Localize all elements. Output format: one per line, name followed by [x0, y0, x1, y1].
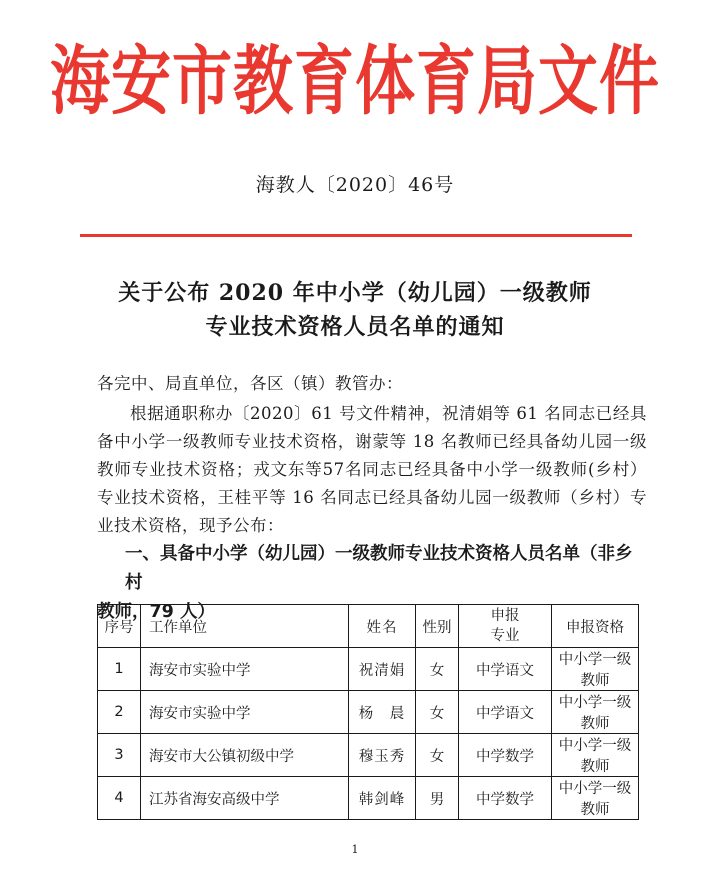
- cell-unit: 海安市实验中学: [141, 691, 349, 734]
- cell-name: 穆玉秀: [349, 734, 416, 777]
- header-unit: 工作单位: [141, 605, 349, 648]
- table-row: [98, 734, 639, 777]
- notice-paragraph: [97, 400, 647, 540]
- header-name: 姓名: [349, 605, 416, 648]
- cell-unit: 海安市大公镇初级中学: [141, 734, 349, 777]
- table-row: [98, 777, 639, 820]
- header-major: [459, 605, 552, 648]
- header-no: 序号: [98, 605, 141, 648]
- header-major-line2: 专业: [490, 628, 520, 644]
- salutation: 各完中、局直单位，各区（镇）教管办：: [97, 374, 403, 393]
- table-row: [98, 691, 639, 734]
- cell-major: 中学语文: [459, 691, 552, 734]
- cell-qualification: 中小学一级教师: [552, 648, 639, 691]
- cell-qualification: 中小学一级教师: [552, 777, 639, 820]
- cell-no: 2: [98, 691, 141, 734]
- cell-major: 中学数学: [459, 734, 552, 777]
- red-divider-line: [80, 234, 632, 237]
- page-number: 1: [351, 843, 359, 856]
- cell-sex: 男: [416, 777, 459, 820]
- table-header-row: [98, 605, 639, 648]
- cell-unit: 海安市实验中学: [141, 648, 349, 691]
- cell-qualification: 中小学一级教师: [552, 691, 639, 734]
- header-major-line1: 申报: [490, 608, 520, 624]
- cell-name: 祝清娟: [349, 648, 416, 691]
- notice-title-line2: 专业技术资格人员名单的通知: [205, 314, 505, 340]
- cell-no: 4: [98, 777, 141, 820]
- notice-paragraph-text: 根据通职称办〔2020〕61 号文件精神，祝清娟等 61 名同志已经具备中小学一级教师专业技术资格，谢蒙等 18 名教师已经具备幼儿园一级教师专业技术资格；戎文东等57名同志已经具备中小学一级教师(乡村）专业技术资格，王桂平等 16 名同志已经具备幼儿园一级教师（乡村）专业技术资格，现予公布：: [97, 404, 647, 535]
- roster-table: [97, 604, 639, 820]
- agency-masthead: 海安市教育体育局文件: [50, 38, 660, 126]
- cell-name: 韩剑峰: [349, 777, 416, 820]
- cell-unit: 江苏省海安高级中学: [141, 777, 349, 820]
- cell-sex: 女: [416, 648, 459, 691]
- header-qualification: 申报资格: [552, 605, 639, 648]
- notice-title-line1: 关于公布 2020 年中小学（幼儿园）一级教师: [118, 280, 592, 306]
- cell-no: 1: [98, 648, 141, 691]
- table-row: [98, 648, 639, 691]
- cell-qualification: 中小学一级教师: [552, 734, 639, 777]
- cell-name: 杨 晨: [349, 691, 416, 734]
- cell-major: 中学语文: [459, 648, 552, 691]
- document-number: 海教人〔2020〕46号: [255, 174, 455, 196]
- section-heading-line1: 一、具备中小学（幼儿园）一级教师专业技术资格人员名单（非乡村: [125, 544, 633, 593]
- section-heading-line2: 教师，79 人）: [97, 602, 215, 622]
- cell-sex: 女: [416, 734, 459, 777]
- cell-sex: 女: [416, 691, 459, 734]
- header-sex: 性别: [416, 605, 459, 648]
- cell-major: 中学数学: [459, 777, 552, 820]
- cell-no: 3: [98, 734, 141, 777]
